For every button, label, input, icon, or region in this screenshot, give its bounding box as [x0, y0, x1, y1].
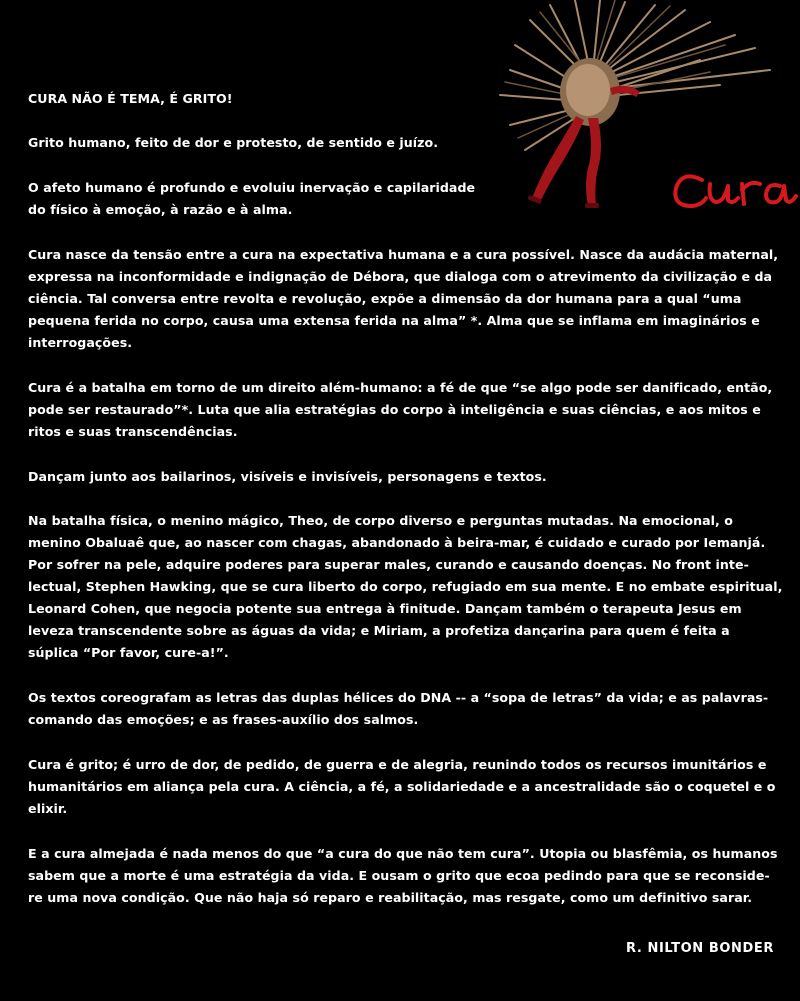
paragraph-almejada-line-2: sabem que a morte é uma estratégia da vida. E ousam o grito que ecoa pedindo para que se reconside- — [28, 868, 770, 883]
paragraph-dancam: Dançam junto aos bailarinos, visíveis e invisíveis, personagens e textos. — [28, 469, 547, 484]
paragraph-fisica-line-3: Por sofrer na pele, adquire poderes para superar males, curando e causando doenças. No front inte- — [28, 557, 749, 572]
cura-logo-icon — [675, 176, 796, 206]
dancer-legs — [532, 116, 601, 205]
paragraph-nasce-line-1: Cura nasce da tensão entre a cura na expectativa humana e a cura possível. Nasce da audácia maternal, — [28, 247, 779, 262]
paragraph-grito-line-2: humanitários em aliança pela cura. A ciência, a fé, a solidariedade e a ancestralidade são o coquetel e o — [28, 779, 776, 794]
heading: CURA NÃO É TEMA, É GRITO! — [28, 91, 233, 106]
dancer-image — [470, 0, 800, 230]
paragraph-batalha-line-3: ritos e suas transcendências. — [28, 424, 238, 439]
paragraph-fisica-line-7: súplica “Por favor, cure-a!”. — [28, 645, 229, 660]
paragraph-textos-line-1: Os textos coreografam as letras das duplas hélices do DNA -- a “sopa de letras” da vida; e as palavras- — [28, 690, 769, 705]
paragraph-fisica-line-4: lectual, Stephen Hawking, que se cura liberto do corpo, refugiado em sua mente. E no embate espiritual, — [28, 579, 783, 594]
paragraph-nasce-line-4: pequena ferida no corpo, causa uma extensa ferida na alma” *. Alma que se inflama em imaginários e — [28, 313, 760, 328]
paragraph-afeto-line-1: O afeto humano é profundo e evoluiu inervação e capilaridade — [28, 180, 476, 195]
paragraph-almejada-line-3: re uma nova condição. Que não haja só reparo e reabilitação, mas resgate, como um definitivo sarar. — [28, 890, 753, 905]
paragraph-textos-line-2: comando das emoções; e as frases-auxílio dos salmos. — [28, 712, 419, 727]
cura-logo-stroke — [675, 176, 796, 206]
paragraph-grito-line-1: Cura é grito; é urro de dor, de pedido, de guerra e de alegria, reunindo todos os recursos imunitários e — [28, 757, 767, 772]
paragraph-fisica-line-1: Na batalha física, o menino mágico, Theo, de corpo diverso e perguntas mutadas. Na emocional, o — [28, 513, 733, 528]
paragraph-batalha-line-1: Cura é a batalha em torno de um direito além-humano: a fé de que “se algo pode ser danificado, então, — [28, 380, 773, 395]
paragraph-grito-line-3: elixir. — [28, 801, 68, 816]
paragraph-fisica-line-5: Leonard Cohen, que negocia potente sua entrega à finitude. Dançam também o terapeuta Jesus em — [28, 601, 742, 616]
paragraph-afeto-line-2: do físico à emoção, à razão e à alma. — [28, 202, 293, 217]
dancer-illustration — [470, 0, 800, 230]
paragraph-fisica-line-6: leveza transcendente sobre as águas da vida; e Miriam, a profetiza dançarina para quem é feita a — [28, 623, 730, 638]
paragraph-nasce-line-5: interrogações. — [28, 335, 133, 350]
paragraph-nasce-line-2: expressa na inconformidade e indignação de Débora, que dialoga com o atrevimento da civilização e da — [28, 269, 773, 284]
paragraph-almejada-line-1: E a cura almejada é nada menos do que “a cura do que não tem cura”. Utopia ou blasfêmia, os humanos — [28, 846, 778, 861]
paragraph-fisica-line-2: menino Obaluaê que, ao nascer com chagas, abandonado à beira-mar, é cuidado e curado por Iemanjá. — [28, 535, 766, 550]
intro-line: Grito humano, feito de dor e protesto, de sentido e juízo. — [28, 135, 439, 150]
paragraph-batalha-line-2: pode ser restaurado”*. Luta que alia estratégias do corpo à inteligência e suas ciências, e aos mitos e — [28, 402, 761, 417]
paragraph-nasce-line-3: ciência. Tal conversa entre revolta e revolução, expõe a dimensão da dor humana para a qual “uma — [28, 291, 742, 306]
author-signature: R. NILTON BONDER — [625, 941, 774, 956]
